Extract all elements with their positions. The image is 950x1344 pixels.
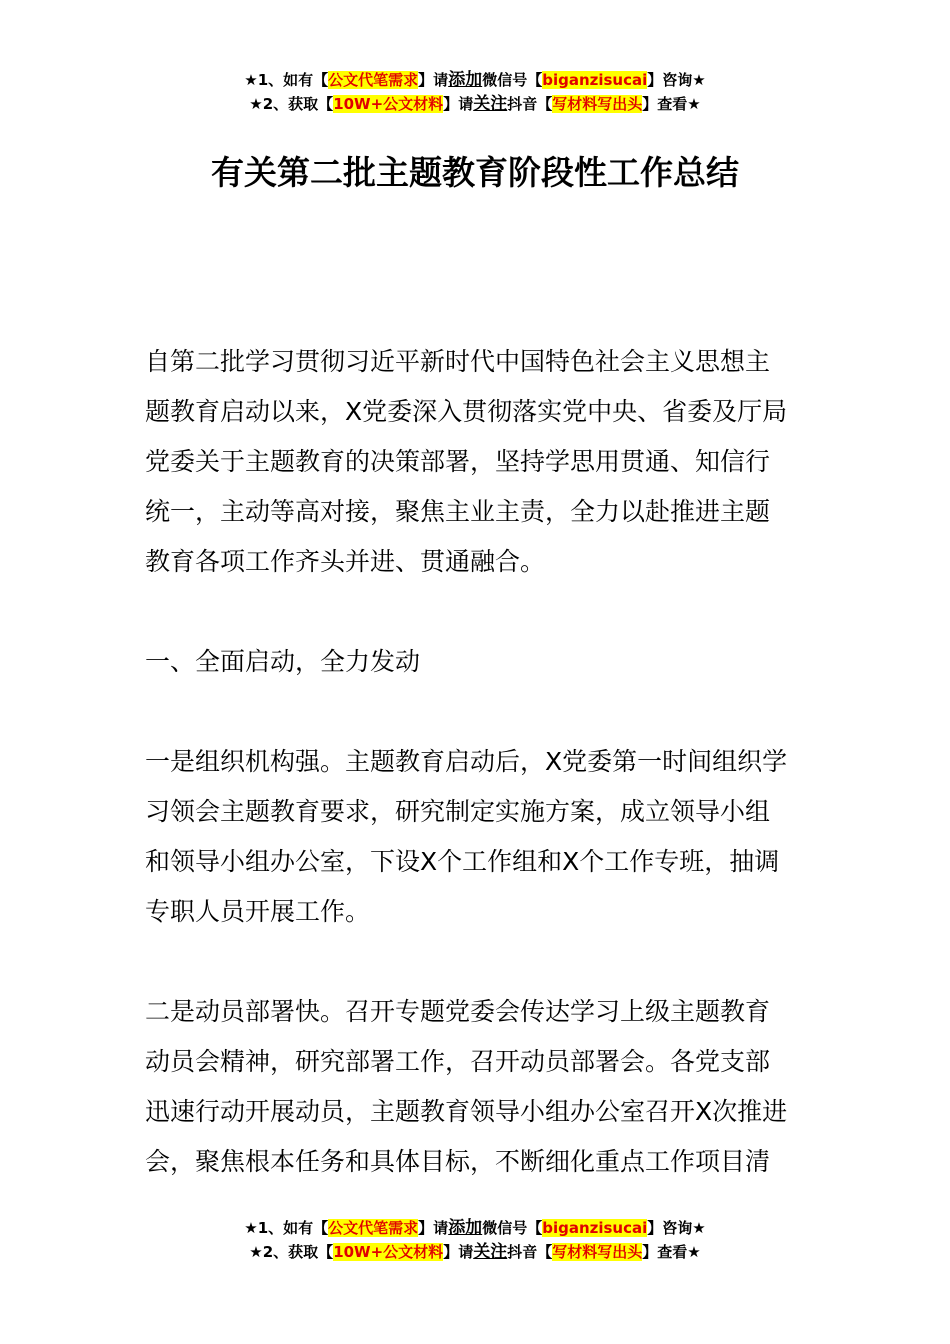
banner-text: 】请 xyxy=(443,1243,474,1261)
text-line: 教育各项工作齐头并进、贯通融合。 xyxy=(145,547,546,576)
paragraph-intro xyxy=(145,337,807,587)
banner-line-2 xyxy=(0,92,950,116)
text-line: 二是动员部署快。召开专题党委会传达学习上级主题教育 xyxy=(145,997,771,1026)
document-title: 有关第二批主题教育阶段性工作总结 xyxy=(211,153,739,192)
highlight-douyin-account: 写材料写出头 xyxy=(552,1243,643,1261)
highlight-materials: 10W+公文材料 xyxy=(333,95,444,113)
underlined-text: 关注 xyxy=(473,1242,508,1262)
banner-text: 微信号【 xyxy=(482,71,543,89)
star-icon: ★ xyxy=(249,95,263,113)
banner-text: 】咨询 xyxy=(647,71,693,89)
banner-text: 抖音【 xyxy=(507,95,553,113)
bottom-banner xyxy=(0,1216,950,1264)
highlight-wechat-id: biganzisucai xyxy=(542,1219,648,1237)
banner-line-1 xyxy=(0,1216,950,1240)
star-icon: ★ xyxy=(687,95,701,113)
text-line: 题教育启动以来，X党委深入贯彻落实党中央、省委及厅局 xyxy=(145,397,788,426)
banner-line-1 xyxy=(0,68,950,92)
paragraph-organization xyxy=(145,737,807,937)
text-line: 迅速行动开展动员，主题教育领导小组办公室召开X次推进 xyxy=(145,1097,788,1126)
highlight-douyin-account: 写材料写出头 xyxy=(552,95,643,113)
star-icon: ★ xyxy=(692,71,706,89)
banner-text: 微信号【 xyxy=(482,1219,543,1237)
banner-text: 】查看 xyxy=(642,95,688,113)
paragraph-mobilization xyxy=(145,987,807,1187)
star-icon: ★ xyxy=(687,1243,701,1261)
text-line: 自第二批学习贯彻习近平新时代中国特色社会主义思想主 xyxy=(145,347,771,376)
section-heading xyxy=(145,637,807,687)
text-line: 和领导小组办公室，下设X个工作组和X个工作专班，抽调 xyxy=(145,847,780,876)
highlight-service: 公文代笔需求 xyxy=(328,71,419,89)
star-icon: ★ xyxy=(244,1219,258,1237)
text-line: 专职人员开展工作。 xyxy=(145,897,371,926)
banner-text: 】查看 xyxy=(642,1243,688,1261)
banner-text: 抖音【 xyxy=(507,1243,553,1261)
star-icon: ★ xyxy=(692,1219,706,1237)
banner-text: 1、如有【 xyxy=(257,71,329,89)
underlined-text: 关注 xyxy=(473,94,508,114)
star-icon: ★ xyxy=(244,71,258,89)
text-line: 会，聚焦根本任务和具体目标，不断细化重点工作项目清 xyxy=(145,1147,771,1176)
document-body xyxy=(145,337,807,1237)
text-line: 党委关于主题教育的决策部署，坚持学思用贯通、知信行 xyxy=(145,447,771,476)
top-banner xyxy=(0,68,950,116)
banner-line-2 xyxy=(0,1240,950,1264)
text-line: 统一，主动等高对接，聚焦主业主责，全力以赴推进主题 xyxy=(145,497,771,526)
highlight-wechat-id: biganzisucai xyxy=(542,71,648,89)
text-line: 习领会主题教育要求，研究制定实施方案，成立领导小组 xyxy=(145,797,771,826)
star-icon: ★ xyxy=(249,1243,263,1261)
text-line: 一是组织机构强。主题教育启动后，X党委第一时间组织学 xyxy=(145,747,788,776)
banner-text: 2、获取【 xyxy=(262,1243,334,1261)
banner-text: 】请 xyxy=(443,95,474,113)
underlined-text: 添加 xyxy=(448,70,483,90)
banner-text: 】请 xyxy=(418,71,449,89)
banner-text: 1、如有【 xyxy=(257,1219,329,1237)
underlined-text: 添加 xyxy=(448,1218,483,1238)
text-line: 一、全面启动，全力发动 xyxy=(145,647,421,676)
highlight-materials: 10W+公文材料 xyxy=(333,1243,444,1261)
text-line: 动员会精神，研究部署工作，召开动员部署会。各党支部 xyxy=(145,1047,771,1076)
highlight-service: 公文代笔需求 xyxy=(328,1219,419,1237)
banner-text: 】请 xyxy=(418,1219,449,1237)
banner-text: 】咨询 xyxy=(647,1219,693,1237)
banner-text: 2、获取【 xyxy=(262,95,334,113)
